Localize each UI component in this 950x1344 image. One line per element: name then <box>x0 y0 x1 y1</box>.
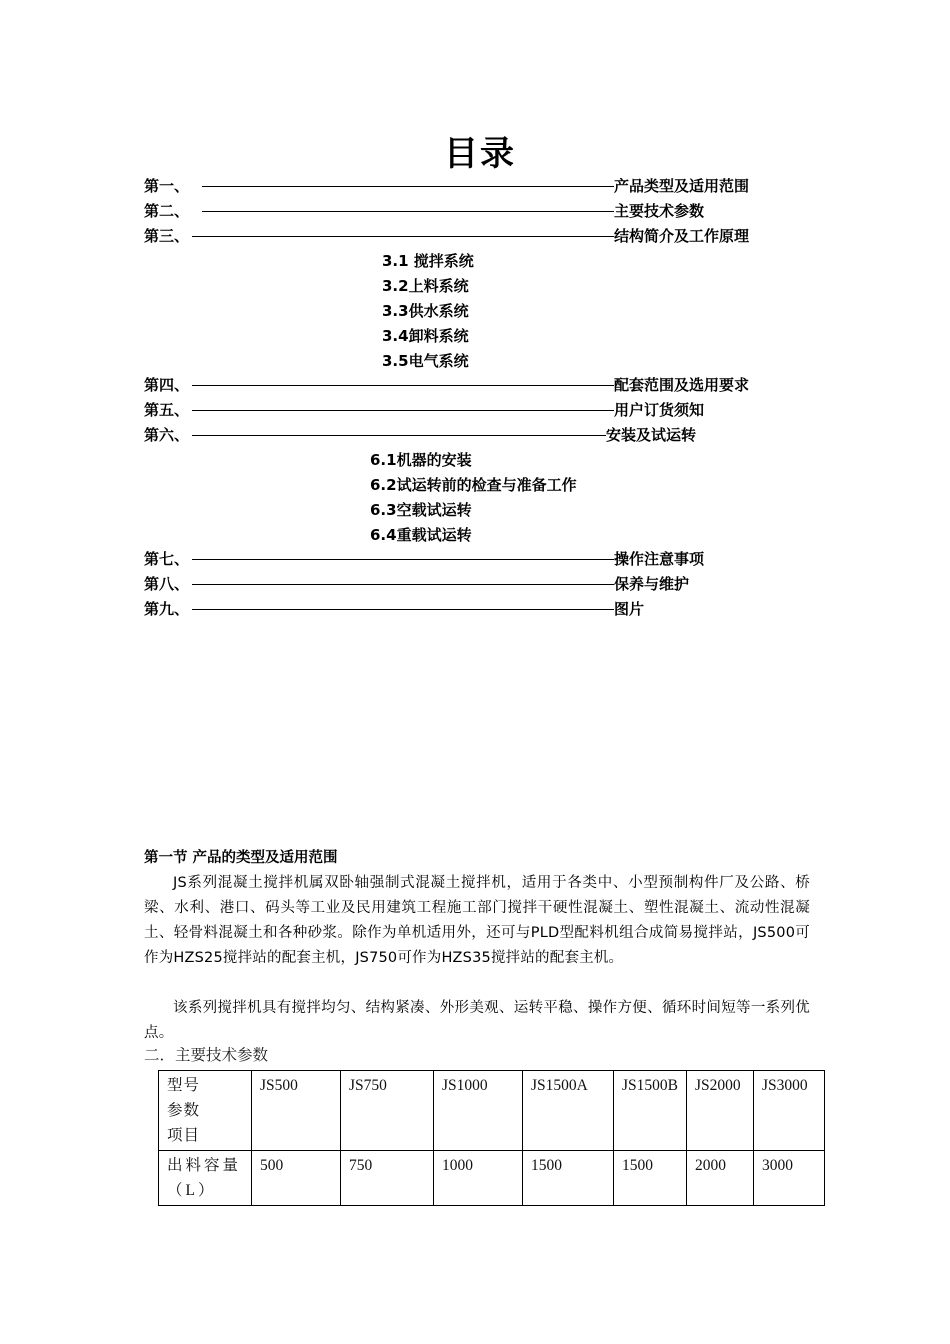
section-1-paragraph-1: JS系列混凝土搅拌机属双卧轴强制式混凝土搅拌机，适用于各类中、小型预制构件厂及公路、桥梁、水利、港口、码头等工业及民用建筑工程施工部门搅拌干硬性混凝土、塑性混凝土、流动性混凝土、轻骨料混凝土和各种砂浆。除作为单机适用外，还可与PLD型配料机组合成简易搅拌站，JS500可作为HZS25搅拌站的配套主机，JS750可作为HZS35搅拌站的配套主机。 <box>144 875 810 966</box>
toc-entry-2[interactable] <box>144 199 784 223</box>
table-header-cell: JS500 <box>252 1071 341 1151</box>
toc-entry-6[interactable] <box>144 423 784 447</box>
header-label-param: 参数 <box>167 1102 201 1119</box>
toc-leader-line <box>192 435 606 436</box>
toc-entry-4[interactable] <box>144 373 784 397</box>
table-corner-header <box>159 1071 252 1151</box>
section-1-paragraph-2: 该系列搅拌机具有搅拌均匀、结构紧凑、外形美观、运转平稳、操作方便、循环时间短等一系列优点。 <box>144 1000 810 1041</box>
toc-entry-number: 第七、 <box>144 550 190 568</box>
toc-entry-3[interactable] <box>144 224 784 248</box>
toc-entry-label: 配套范围及选用要求 <box>614 376 750 394</box>
toc-entry-label: 图片 <box>614 600 645 618</box>
header-label-model: 型号 <box>167 1077 201 1094</box>
toc-subentry-3-2[interactable]: 3.2上料系统 <box>382 277 469 295</box>
toc-entry-label: 主要技术参数 <box>614 202 705 220</box>
table-header-row <box>159 1071 825 1151</box>
table-header-cell: JS1500B <box>614 1071 687 1151</box>
toc-entry-label: 用户订货须知 <box>614 401 705 419</box>
table-header-cell: JS2000 <box>687 1071 754 1151</box>
toc-entry-label: 结构简介及工作原理 <box>614 227 750 245</box>
toc-leader-line <box>192 609 614 610</box>
table-row-label: 出料容量（L） <box>159 1151 252 1206</box>
table-header-cell: JS750 <box>341 1071 434 1151</box>
toc-entry-number: 第三、 <box>144 227 190 245</box>
toc-entry-number: 第六、 <box>144 426 190 444</box>
toc-entry-9[interactable] <box>144 597 784 621</box>
toc-subentry-6-2[interactable]: 6.2试运转前的检查与准备工作 <box>370 476 577 494</box>
section-1-heading: 第一节 产品的类型及适用范围 <box>144 850 338 866</box>
toc-entry-5[interactable] <box>144 398 784 422</box>
table-row <box>159 1151 825 1206</box>
toc-subentry-6-3[interactable]: 6.3空载试运转 <box>370 501 472 519</box>
toc-entry-number: 第五、 <box>144 401 190 419</box>
technical-parameters-table <box>158 1070 825 1206</box>
toc-subentry-6-1[interactable]: 6.1机器的安装 <box>370 451 472 469</box>
toc-leader-line <box>202 186 614 187</box>
table-cell: 1000 <box>434 1151 523 1206</box>
table-header-cell: JS3000 <box>754 1071 825 1151</box>
header-label-item: 项目 <box>167 1127 201 1144</box>
toc-subentry-6-4[interactable]: 6.4重载试运转 <box>370 526 472 544</box>
toc-leader-line <box>202 211 614 212</box>
table-cell: 1500 <box>614 1151 687 1206</box>
table-cell: 3000 <box>754 1151 825 1206</box>
toc-entry-label: 安装及试运转 <box>606 426 697 444</box>
toc-entry-8[interactable] <box>144 572 784 596</box>
toc-subentry-3-5[interactable]: 3.5电气系统 <box>382 352 469 370</box>
table-header-cell: JS1000 <box>434 1071 523 1151</box>
toc-entry-label: 保养与维护 <box>614 575 690 593</box>
toc-leader-line <box>192 236 614 237</box>
toc-entry-number: 第九、 <box>144 600 190 618</box>
toc-subentry-3-3[interactable]: 3.3供水系统 <box>382 302 469 320</box>
toc-entry-label: 操作注意事项 <box>614 550 705 568</box>
table-cell: 750 <box>341 1151 434 1206</box>
toc-entry-number: 第八、 <box>144 575 190 593</box>
toc-subentry-3-1[interactable]: 3.1 搅拌系统 <box>382 252 474 270</box>
toc-entry-label: 产品类型及适用范围 <box>614 177 750 195</box>
table-cell: 500 <box>252 1151 341 1206</box>
toc-leader-line <box>192 559 614 560</box>
toc-leader-line <box>192 410 614 411</box>
toc-entry-1[interactable] <box>144 174 784 198</box>
table-cell: 2000 <box>687 1151 754 1206</box>
toc-leader-line <box>192 584 614 585</box>
toc-entry-number: 第一、 <box>144 177 190 195</box>
toc-entry-7[interactable] <box>144 547 784 571</box>
toc-title: 目录 <box>444 134 516 174</box>
table-header-cell: JS1500A <box>523 1071 614 1151</box>
toc-leader-line <box>192 385 614 386</box>
toc-subentry-3-4[interactable]: 3.4卸料系统 <box>382 327 469 345</box>
toc-entry-number: 第四、 <box>144 376 190 394</box>
section-2-heading: 二．主要技术参数 <box>144 1047 269 1064</box>
table-cell: 1500 <box>523 1151 614 1206</box>
toc-entry-number: 第二、 <box>144 202 190 220</box>
